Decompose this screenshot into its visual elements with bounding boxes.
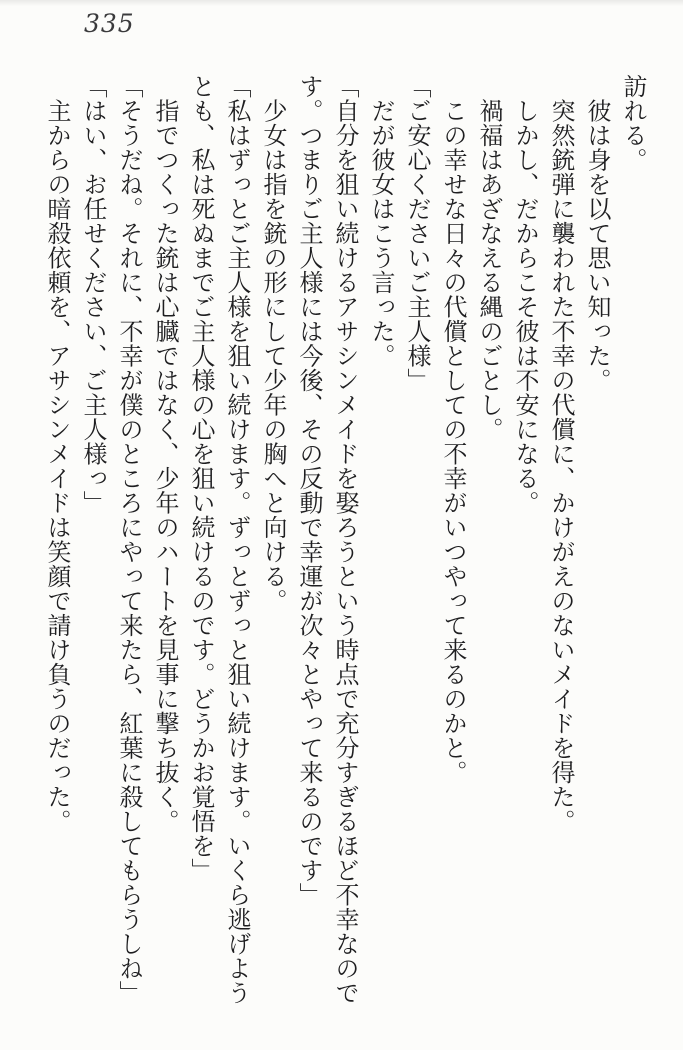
text-line: 少女は指を銃の形にして少年の胸へと向ける。 bbox=[259, 74, 287, 613]
text-line: 主からの暗殺依頼を、アサシンメイドは笑顔で請け負うのだった。 bbox=[43, 74, 71, 834]
text-line: しかし、だからこそ彼は不安になる。 bbox=[511, 74, 539, 515]
vertical-text-block bbox=[39, 74, 651, 1006]
text-line: 訪れる。 bbox=[619, 74, 647, 172]
text-line: す。つまりご主人様には今後、その反動で幸運が次々とやって来るのです」 bbox=[295, 74, 323, 907]
text-line: 「そうだね。それに、不幸が僕のところにやって来たら、紅葉に殺してもらうしね」 bbox=[115, 74, 143, 1005]
text-line: 突然銃弾に襲われた不幸の代償に、かけがえのないメイドを得た。 bbox=[547, 74, 575, 834]
scan-edge-shading bbox=[0, 0, 683, 6]
text-line: この幸せな日々の代償としての不幸がいつやって来るのかと。 bbox=[439, 74, 467, 785]
text-line: 「ご安心くださいご主人様」 bbox=[403, 74, 431, 393]
text-line: とも、私は死ぬまでご主人様の心を狙い続けるのです。どうかお覚悟を」 bbox=[187, 74, 215, 883]
text-line: 「自分を狙い続けるアサシンメイドを娶ろうという時点で充分すぎるほど不幸なので bbox=[331, 74, 359, 1005]
text-line: 指でつくった銃は心臓ではなく、少年のハートを見事に撃ち抜く。 bbox=[151, 74, 179, 834]
text-line: 「私はずっとご主人様を狙い続けます。ずっとずっと狙い続けます。いくら逃げよう bbox=[223, 74, 251, 1005]
text-line: だが彼女はこう言った。 bbox=[367, 74, 395, 368]
text-line: 「はい、お任せください、ご主人様っ」 bbox=[79, 74, 107, 515]
text-line: 禍福はあざなえる縄のごとし。 bbox=[475, 74, 503, 442]
page-number: 335 bbox=[84, 9, 135, 38]
text-line: 彼は身を以て思い知った。 bbox=[583, 74, 611, 393]
